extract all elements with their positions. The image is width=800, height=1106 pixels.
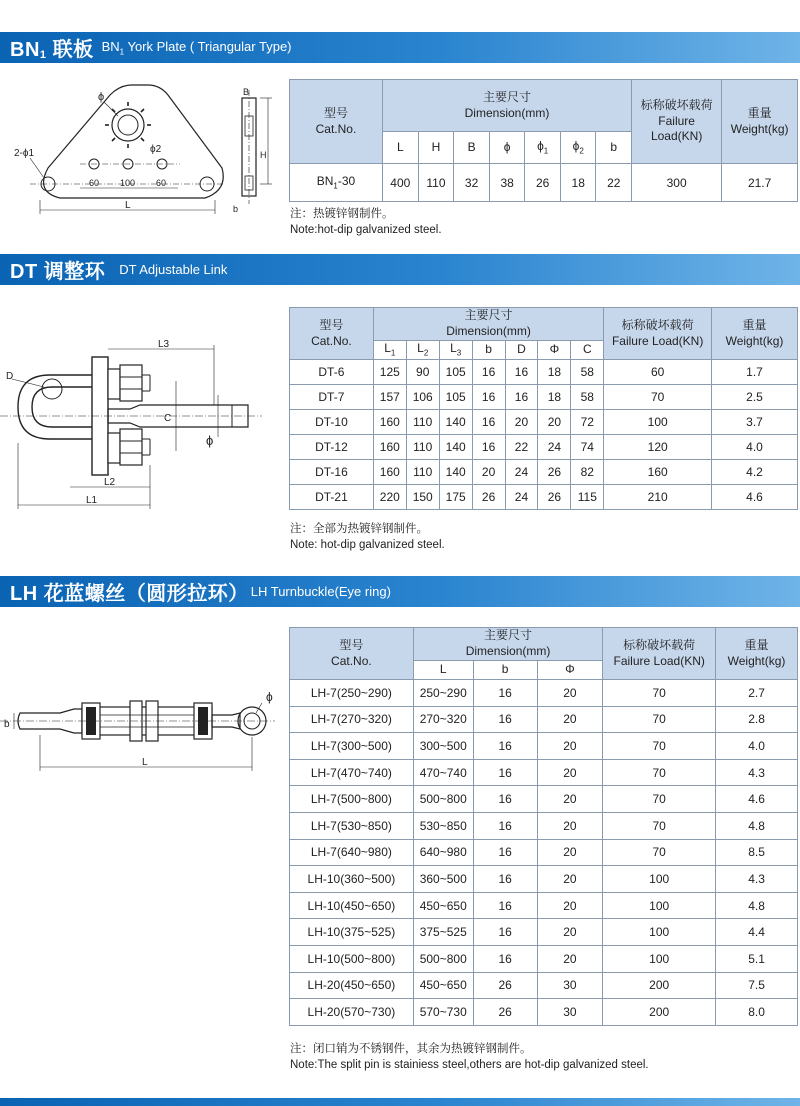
lh-cell-weight: 4.3 [716,866,798,893]
dt-label-L3: L3 [158,339,170,350]
dt-cell-weight: 4.2 [712,460,798,485]
dt-cell-dim: 82 [571,460,604,485]
lh-cell-dim: 16 [473,839,537,866]
lh-cell-dim: 500~800 [413,945,473,972]
lh-cell-load: 200 [603,999,716,1026]
dt-cell-dim: 24 [505,460,538,485]
lh-cell-dim: 30 [537,972,603,999]
dt-cell-model: DT-7 [290,385,374,410]
lh-cell-dim: 16 [473,706,537,733]
bn-title-main: BN [10,39,40,61]
lh-cell-dim: 16 [473,733,537,760]
lh-note-en: Note:The split pin is stainiess steel,others are hot-dip galvanized steel. [290,1059,649,1071]
lh-cell-load: 70 [603,812,716,839]
section-header-bn [0,32,800,63]
lh-th-weight: 重量 Weight(kg) [716,628,798,680]
lh-cell-load: 70 [603,839,716,866]
dt-col-C: C [571,341,604,360]
bn-cell-dim: 32 [454,164,490,202]
lh-cell-dim: 300~500 [413,733,473,760]
dt-cell-dim: 90 [406,360,439,385]
lh-cell-model: LH-10(500~800) [290,945,414,972]
dt-cell-dim: 106 [406,385,439,410]
dt-spec-table [289,307,798,510]
table-row [290,866,798,893]
lh-title-cn: 花蓝螺丝（圆形拉环） [37,583,249,605]
dt-title-en: DT Adjustable Link [119,262,228,277]
dt-col-phi: Φ [538,341,571,360]
dt-label-phi: ϕ [206,433,214,448]
bn-cell-dim: 400 [382,164,418,202]
table-row [290,759,798,786]
bn-col-phi2: $\phi_2$ [560,132,596,164]
lh-cell-load: 200 [603,972,716,999]
lh-cell-dim: 20 [537,759,603,786]
dt-note [290,521,445,553]
dt-col-L3: $L_3$ [439,341,472,360]
lh-cell-dim: 20 [537,786,603,813]
bn-th-load: 标称破坏载荷 Failure Load(KN) [632,80,722,164]
dt-col-L2: $L_2$ [406,341,439,360]
lh-label-L: L [142,757,148,768]
dt-cell-model: DT-12 [290,435,374,460]
lh-cell-dim: 16 [473,945,537,972]
lh-cell-weight: 8.0 [716,999,798,1026]
bn-dim-L: L [125,200,131,211]
bn-cell-load: 300 [632,164,722,202]
bn-label-phi1: 2-ϕ1 [14,148,35,159]
bn-col-b: b [596,132,632,164]
table-row [290,680,798,707]
dt-cell-dim: 110 [406,460,439,485]
lh-cell-weight: 4.8 [716,812,798,839]
bn-cell-dim: 18 [560,164,596,202]
bn-col-phi1: $\phi_1$ [525,132,561,164]
dt-note-en: Note: hot-dip galvanized steel. [290,539,445,551]
dt-cell-dim: 105 [439,385,472,410]
lh-note-cn: 注：闭口销为不锈钢件，其余为热镀锌钢制件。 [290,1043,532,1055]
lh-cell-dim: 16 [473,892,537,919]
lh-cell-load: 70 [603,786,716,813]
bn-label-B: B [243,87,250,97]
lh-th-load: 标称破坏载荷 Failure Load(KN) [603,628,716,680]
lh-cell-dim: 640~980 [413,839,473,866]
dt-col-b: b [472,341,505,360]
lh-th-model: 型号 Cat.No. [290,628,414,680]
lh-note [290,1041,649,1073]
dt-label-C: C [164,413,172,424]
lh-cell-dim: 375~525 [413,919,473,946]
dt-cell-dim: 157 [373,385,406,410]
lh-cell-weight: 4.4 [716,919,798,946]
lh-cell-model: LH-7(530~850) [290,812,414,839]
lh-title-main: LH [10,583,38,605]
table-row [290,919,798,946]
table-row [290,435,798,460]
lh-cell-model: LH-10(375~525) [290,919,414,946]
dt-cell-dim: 16 [472,360,505,385]
dt-cell-dim: 18 [538,360,571,385]
table-row [290,945,798,972]
table-row [290,385,798,410]
bn-dim-60b: 60 [156,178,167,188]
dt-cell-dim: 58 [571,385,604,410]
dt-cell-dim: 125 [373,360,406,385]
dt-cell-load: 160 [604,460,712,485]
dt-label-L1: L1 [86,495,98,506]
bn-cell-model: $BN_1-30$ [290,164,383,202]
bn-cell-dim: 38 [489,164,525,202]
lh-cell-dim: 570~730 [413,999,473,1026]
lh-cell-dim: 16 [473,812,537,839]
lh-cell-model: LH-10(450~650) [290,892,414,919]
dt-cell-dim: 16 [472,410,505,435]
dt-cell-dim: 20 [505,410,538,435]
lh-cell-dim: 16 [473,786,537,813]
lh-cell-model: LH-7(500~800) [290,786,414,813]
dt-cell-dim: 16 [505,385,538,410]
table-row [290,786,798,813]
bn-title-en-pre: BN [101,38,120,54]
table-row [290,999,798,1026]
lh-cell-model: LH-7(250~290) [290,680,414,707]
dt-cell-dim: 115 [571,485,604,510]
bn-title-en-post: York Plate ( Triangular Type) [124,38,292,54]
lh-cell-dim: 20 [537,706,603,733]
dt-cell-dim: 150 [406,485,439,510]
dt-cell-dim: 110 [406,410,439,435]
bn-spec-table [289,79,798,202]
dt-cell-model: DT-10 [290,410,374,435]
dt-cell-dim: 74 [571,435,604,460]
lh-label-phi: ϕ [266,690,273,704]
lh-cell-model: LH-7(470~740) [290,759,414,786]
dt-cell-model: DT-6 [290,360,374,385]
dt-cell-dim: 26 [538,485,571,510]
lh-col-phi: Φ [537,661,603,680]
lh-cell-weight: 4.8 [716,892,798,919]
dt-cell-dim: 24 [505,485,538,510]
dt-adjustable-link-drawing [0,335,280,515]
lh-cell-weight: 7.5 [716,972,798,999]
dt-cell-load: 210 [604,485,712,510]
lh-cell-load: 70 [603,706,716,733]
lh-cell-model: LH-20(450~650) [290,972,414,999]
dt-th-load: 标称破坏载荷 Failure Load(KN) [604,308,712,360]
dt-cell-dim: 18 [538,385,571,410]
lh-cell-dim: 450~650 [413,972,473,999]
dt-cell-dim: 110 [406,435,439,460]
lh-cell-weight: 4.0 [716,733,798,760]
dt-cell-load: 60 [604,360,712,385]
bn-cell-weight: 21.7 [722,164,798,202]
bn-label-H: H [260,150,267,160]
lh-col-b: b [473,661,537,680]
lh-cell-dim: 20 [537,680,603,707]
lh-cell-weight: 2.8 [716,706,798,733]
bn-cell-dim: 26 [525,164,561,202]
bn-th-weight: 重量 Weight(kg) [722,80,798,164]
bn-col-H: H [418,132,454,164]
lh-cell-dim: 20 [537,733,603,760]
dt-cell-dim: 160 [373,460,406,485]
table-row [290,812,798,839]
lh-cell-model: LH-10(360~500) [290,866,414,893]
lh-cell-dim: 16 [473,759,537,786]
lh-cell-dim: 500~800 [413,786,473,813]
dt-cell-dim: 140 [439,460,472,485]
lh-cell-weight: 2.7 [716,680,798,707]
lh-cell-load: 70 [603,680,716,707]
lh-cell-weight: 5.1 [716,945,798,972]
bn-dim-60a: 60 [89,178,100,188]
dt-cell-dim: 160 [373,410,406,435]
lh-cell-model: LH-7(300~500) [290,733,414,760]
lh-th-dimension: 主要尺寸 Dimension(mm) [413,628,603,661]
lh-cell-dim: 530~850 [413,812,473,839]
dt-cell-dim: 22 [505,435,538,460]
dt-cell-dim: 220 [373,485,406,510]
lh-cell-dim: 16 [473,919,537,946]
dt-cell-dim: 140 [439,435,472,460]
table-row [290,706,798,733]
lh-cell-dim: 20 [537,812,603,839]
bn-note-en: Note:hot-dip galvanized steel. [290,224,442,236]
section-header-next [0,1098,800,1106]
dt-cell-dim: 140 [439,410,472,435]
bn-label-b: b [233,204,239,214]
dt-cell-load: 100 [604,410,712,435]
lh-cell-dim: 20 [537,945,603,972]
dt-label-D: D [6,371,14,382]
dt-cell-dim: 26 [538,460,571,485]
dt-cell-dim: 24 [538,435,571,460]
dt-cell-dim: 16 [472,385,505,410]
lh-label-b: b [4,719,10,730]
lh-cell-dim: 360~500 [413,866,473,893]
dt-note-cn: 注：全部为热镀锌钢制件。 [290,523,428,535]
lh-cell-load: 70 [603,733,716,760]
lh-cell-load: 70 [603,759,716,786]
dt-cell-weight: 2.5 [712,385,798,410]
dt-cell-weight: 4.0 [712,435,798,460]
dt-cell-weight: 1.7 [712,360,798,385]
table-row [290,360,798,385]
bn-cell-dim: 110 [418,164,454,202]
dt-cell-model: DT-16 [290,460,374,485]
bn-title-cn: 联板 [46,39,94,61]
bn-title-en-sub: 1 [119,47,125,57]
lh-cell-dim: 470~740 [413,759,473,786]
lh-turnbuckle-drawing [0,685,280,775]
dt-cell-dim: 20 [538,410,571,435]
bn-th-model: 型号 Cat.No. [290,80,383,164]
table-row [290,839,798,866]
lh-cell-dim: 250~290 [413,680,473,707]
dt-cell-dim: 20 [472,460,505,485]
dt-label-L2: L2 [104,477,116,488]
bn-label-phi: ϕ [98,91,105,103]
lh-table-body [290,680,798,1026]
lh-cell-model: LH-20(570~730) [290,999,414,1026]
dt-cell-dim: 58 [571,360,604,385]
lh-cell-weight: 4.3 [716,759,798,786]
dt-col-L1: $L_1$ [373,341,406,360]
lh-cell-weight: 8.5 [716,839,798,866]
section-header-lh [0,576,800,607]
lh-cell-dim: 16 [473,680,537,707]
lh-cell-model: LH-7(270~320) [290,706,414,733]
dt-cell-load: 70 [604,385,712,410]
lh-cell-dim: 26 [473,999,537,1026]
lh-cell-dim: 270~320 [413,706,473,733]
lh-title-en: LH Turnbuckle(Eye ring) [250,584,391,599]
bn-th-dimension: 主要尺寸 Dimension(mm) [382,80,631,132]
bn-note [290,206,442,238]
dt-title-main: DT [10,261,38,283]
dt-th-dimension: 主要尺寸 Dimension(mm) [373,308,603,341]
bn-cell-dim: 22 [596,164,632,202]
bn-label-phi2: ϕ2 [150,144,162,155]
lh-cell-dim: 30 [537,999,603,1026]
lh-cell-weight: 4.6 [716,786,798,813]
dt-cell-load: 120 [604,435,712,460]
lh-cell-dim: 450~650 [413,892,473,919]
lh-cell-load: 100 [603,945,716,972]
section-header-dt [0,254,800,285]
dt-cell-model: DT-21 [290,485,374,510]
table-row [290,164,798,202]
dt-th-weight: 重量 Weight(kg) [712,308,798,360]
bn-col-B: B [454,132,490,164]
lh-cell-dim: 20 [537,866,603,893]
dt-cell-dim: 160 [373,435,406,460]
bn-col-phi: ϕ [489,132,525,164]
lh-cell-dim: 26 [473,972,537,999]
dt-cell-weight: 3.7 [712,410,798,435]
table-row [290,410,798,435]
bn-col-L: L [382,132,418,164]
bn-title-sub: 1 [39,49,47,61]
lh-cell-model: LH-7(640~980) [290,839,414,866]
bn-york-plate-drawing [10,80,280,230]
lh-spec-table [289,627,798,1026]
lh-col-L: L [413,661,473,680]
lh-cell-dim: 20 [537,919,603,946]
table-row [290,892,798,919]
dt-cell-dim: 16 [472,435,505,460]
table-row [290,485,798,510]
dt-cell-dim: 72 [571,410,604,435]
bn-dim-100: 100 [120,178,136,188]
dt-col-D: D [505,341,538,360]
lh-cell-load: 100 [603,892,716,919]
dt-cell-dim: 26 [472,485,505,510]
table-row [290,972,798,999]
table-row [290,733,798,760]
dt-cell-dim: 105 [439,360,472,385]
dt-cell-dim: 175 [439,485,472,510]
lh-cell-dim: 16 [473,866,537,893]
lh-cell-dim: 20 [537,839,603,866]
lh-cell-load: 100 [603,866,716,893]
dt-th-model: 型号 Cat.No. [290,308,374,360]
lh-cell-load: 100 [603,919,716,946]
bn-note-cn: 注：热镀锌钢制件。 [290,208,394,220]
dt-cell-dim: 16 [505,360,538,385]
dt-table-body [290,360,798,510]
lh-cell-dim: 20 [537,892,603,919]
dt-cell-weight: 4.6 [712,485,798,510]
table-row [290,460,798,485]
dt-title-cn: 调整环 [37,261,106,283]
